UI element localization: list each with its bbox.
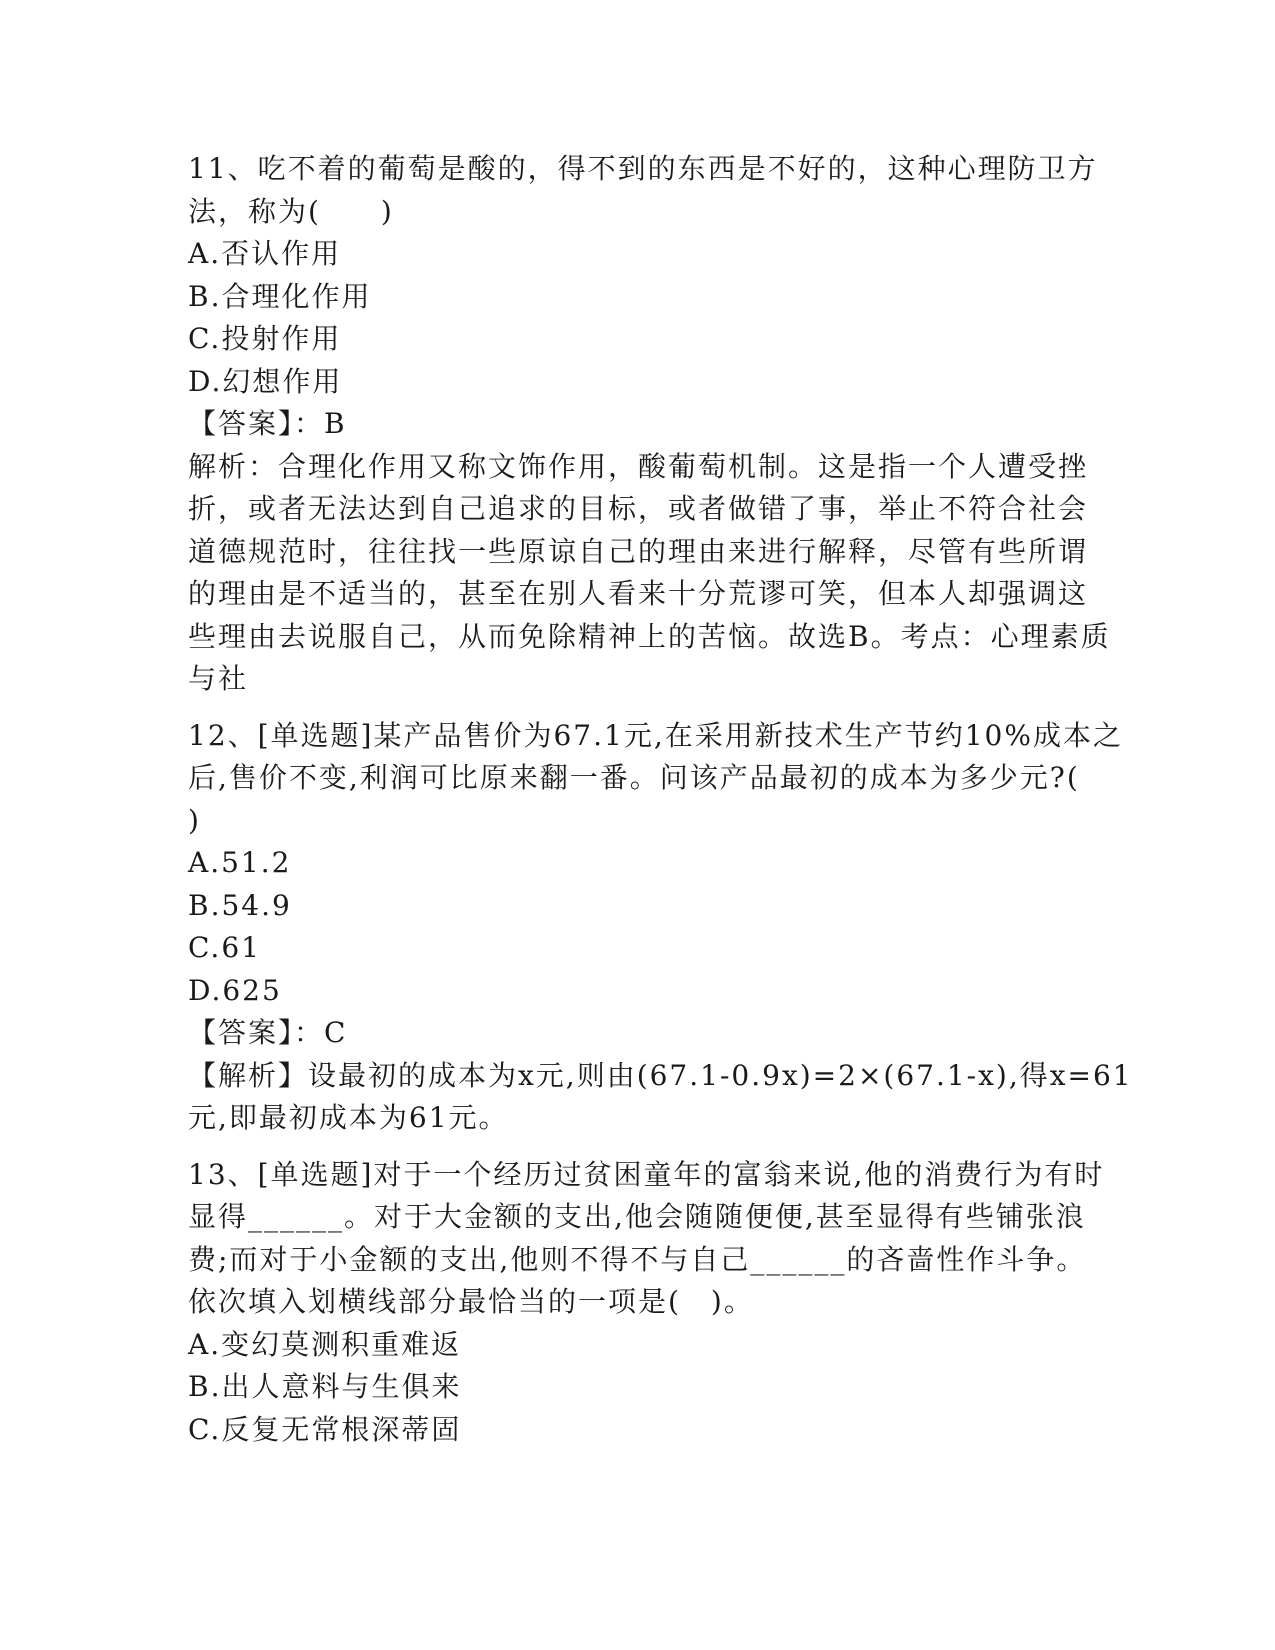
document-page [188, 148, 1133, 1465]
analysis-line: 折，或者无法达到自己追求的目标，或者做错了事，举止不符合社会 [188, 492, 1089, 525]
answer: 【答案】：B [188, 407, 347, 440]
analysis-line: 些理由去说服自己，从而免除精神上的苦恼。故选B。考点：心理素质 [188, 619, 1111, 653]
option-b: B.54.9 [188, 888, 292, 922]
question-stem-line: 13、[单选题]对于一个经历过贫困童年的富翁来说,他的消费行为有时 [188, 1157, 1105, 1191]
analysis-line: 元,即最初成本为61元。 [188, 1101, 509, 1134]
option-b: B.合理化作用 [188, 279, 372, 313]
option-c: C.投射作用 [188, 322, 342, 355]
answer: 【答案】：C [188, 1016, 348, 1049]
analysis-line: 与社 [188, 662, 249, 695]
question-stem-line: 后,售价不变,利润可比原来翻一番。问该产品最初的成本为多少元?( [188, 761, 1080, 794]
option-a: A.变幻莫测积重难返 [188, 1327, 462, 1361]
option-c: C.61 [188, 931, 261, 964]
option-d: D.625 [188, 973, 282, 1007]
question-11 [188, 148, 1111, 701]
question-stem-line: ) [188, 803, 201, 837]
option-c: C.反复无常根深蒂固 [188, 1412, 462, 1446]
option-d: D.幻想作用 [188, 364, 343, 398]
question-stem-line: 显得______。对于大金额的支出,他会随随便便,甚至显得有些铺张浪 [188, 1200, 1086, 1233]
question-stem-line: 12、[单选题]某产品售价为67.1元,在采用新技术生产节约10%成本之 [188, 718, 1123, 752]
analysis-line: 【解析】设最初的成本为x元,则由(67.1-0.9x)=2×(67.1-x),得x=61 [188, 1058, 1133, 1092]
option-a: A.否认作用 [188, 237, 342, 270]
option-b: B.出人意料与生俱来 [188, 1370, 462, 1403]
question-13 [188, 1154, 1105, 1452]
analysis-line: 道德规范时，往往找一些原谅自己的理由来进行解释，尽管有些所谓 [188, 534, 1089, 568]
analysis-line: 的理由是不适当的，甚至在别人看来十分荒谬可笑，但本人却强调这 [188, 577, 1089, 610]
question-stem-line: 法，称为( ) [188, 194, 394, 228]
question-stem-line: 费;而对于小金额的支出,他则不得不与自己______的吝啬性作斗争。 [188, 1242, 1087, 1276]
question-stem-line: 11、吃不着的葡萄是酸的，得不到的东西是不好的，这种心理防卫方 [188, 152, 1098, 185]
question-stem-line: 依次填入划横线部分最恰当的一项是( )。 [188, 1285, 754, 1318]
question-12 [188, 715, 1133, 1140]
option-a: A.51.2 [188, 846, 292, 879]
analysis-line: 解析：合理化作用又称文饰作用，酸葡萄机制。这是指一个人遭受挫 [188, 449, 1089, 483]
